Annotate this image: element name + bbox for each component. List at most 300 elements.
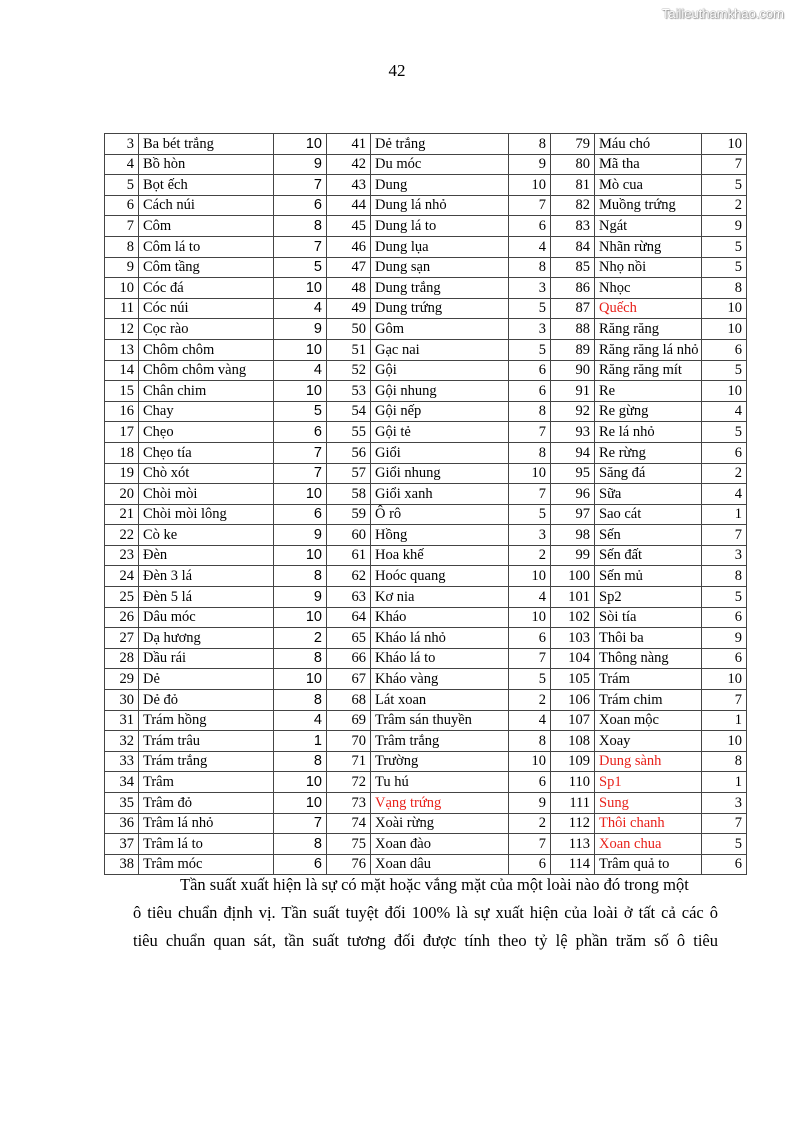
species-name-cell: Trám trắng — [139, 751, 274, 772]
frequency-cell: 9 — [702, 628, 747, 649]
species-name-cell: Sp1 — [595, 772, 702, 793]
species-name-cell: Muồng trứng — [595, 195, 702, 216]
species-name-cell: Dung sành — [595, 751, 702, 772]
row-number-cell: 8 — [105, 236, 139, 257]
frequency-cell: 5 — [702, 587, 747, 608]
row-number-cell: 83 — [551, 216, 595, 237]
species-name-cell: Trâm lá nhỏ — [139, 813, 274, 834]
frequency-cell: 3 — [509, 278, 551, 299]
row-number-cell: 74 — [327, 813, 371, 834]
row-number-cell: 47 — [327, 257, 371, 278]
row-number-cell: 104 — [551, 648, 595, 669]
frequency-cell: 10 — [274, 793, 327, 814]
table-row — [105, 525, 747, 546]
species-name-cell: Cách núi — [139, 195, 274, 216]
species-name-cell: Trường — [371, 751, 509, 772]
row-number-cell: 52 — [327, 360, 371, 381]
species-name-cell: Trám trâu — [139, 731, 274, 752]
row-number-cell: 65 — [327, 628, 371, 649]
frequency-cell: 6 — [702, 648, 747, 669]
species-name-cell: Trám hồng — [139, 710, 274, 731]
frequency-cell: 8 — [274, 751, 327, 772]
species-name-cell: Dâu móc — [139, 607, 274, 628]
row-number-cell: 66 — [327, 648, 371, 669]
frequency-cell: 3 — [509, 319, 551, 340]
row-number-cell: 46 — [327, 236, 371, 257]
species-name-cell: Xoan mộc — [595, 710, 702, 731]
species-name-cell: Trám — [595, 669, 702, 690]
species-name-cell: Xoan đào — [371, 834, 509, 855]
frequency-cell: 8 — [702, 751, 747, 772]
species-name-cell: Re lá nhỏ — [595, 422, 702, 443]
row-number-cell: 10 — [105, 278, 139, 299]
frequency-cell: 8 — [509, 442, 551, 463]
species-name-cell: Chòi mòi lông — [139, 504, 274, 525]
frequency-cell: 4 — [274, 360, 327, 381]
frequency-cell: 7 — [274, 175, 327, 196]
row-number-cell: 73 — [327, 793, 371, 814]
species-name-cell: Giổi xanh — [371, 484, 509, 505]
frequency-cell: 8 — [702, 278, 747, 299]
row-number-cell: 91 — [551, 381, 595, 402]
species-name-cell: Sến mủ — [595, 566, 702, 587]
species-name-cell: Cò ke — [139, 525, 274, 546]
species-name-cell: Dầu rái — [139, 648, 274, 669]
table-row — [105, 339, 747, 360]
paragraph-line: ô tiêu chuẩn định vị. Tần suất tuyệt đối 100% là sự xuất hiện của loài ở tất cả các ô — [133, 903, 718, 922]
species-name-cell: Sung — [595, 793, 702, 814]
table-row — [105, 813, 747, 834]
table-row — [105, 195, 747, 216]
species-name-cell: Du móc — [371, 154, 509, 175]
row-number-cell: 29 — [105, 669, 139, 690]
frequency-cell: 2 — [509, 813, 551, 834]
frequency-cell: 5 — [509, 669, 551, 690]
frequency-cell: 10 — [274, 669, 327, 690]
species-name-cell: Chòi mòi — [139, 484, 274, 505]
frequency-cell: 10 — [702, 381, 747, 402]
frequency-cell: 10 — [274, 278, 327, 299]
row-number-cell: 105 — [551, 669, 595, 690]
row-number-cell: 12 — [105, 319, 139, 340]
row-number-cell: 14 — [105, 360, 139, 381]
frequency-cell: 5 — [702, 422, 747, 443]
table-row — [105, 381, 747, 402]
frequency-cell: 7 — [509, 834, 551, 855]
row-number-cell: 17 — [105, 422, 139, 443]
species-name-cell: Máu chó — [595, 134, 702, 155]
row-number-cell: 81 — [551, 175, 595, 196]
species-name-cell: Trâm sán thuyền — [371, 710, 509, 731]
species-name-cell: Sến đất — [595, 545, 702, 566]
frequency-cell: 7 — [702, 813, 747, 834]
species-name-cell: Chân chim — [139, 381, 274, 402]
species-name-cell: Chẹo tía — [139, 442, 274, 463]
species-name-cell: Sao cát — [595, 504, 702, 525]
row-number-cell: 32 — [105, 731, 139, 752]
species-name-cell: Hoóc quang — [371, 566, 509, 587]
table-row — [105, 566, 747, 587]
species-name-cell: Re rừng — [595, 442, 702, 463]
species-name-cell: Lát xoan — [371, 690, 509, 711]
species-name-cell: Xoài rừng — [371, 813, 509, 834]
species-name-cell: Trâm lá to — [139, 834, 274, 855]
row-number-cell: 82 — [551, 195, 595, 216]
row-number-cell: 109 — [551, 751, 595, 772]
frequency-cell: 5 — [509, 298, 551, 319]
row-number-cell: 88 — [551, 319, 595, 340]
frequency-cell: 6 — [509, 772, 551, 793]
frequency-cell: 10 — [509, 751, 551, 772]
table-row — [105, 175, 747, 196]
table-row — [105, 607, 747, 628]
table-row — [105, 587, 747, 608]
row-number-cell: 85 — [551, 257, 595, 278]
frequency-cell: 5 — [274, 257, 327, 278]
row-number-cell: 57 — [327, 463, 371, 484]
table-row — [105, 401, 747, 422]
row-number-cell: 30 — [105, 690, 139, 711]
species-name-cell: Dẻ — [139, 669, 274, 690]
frequency-cell: 7 — [274, 813, 327, 834]
species-name-cell: Trâm quả to — [595, 854, 702, 875]
frequency-cell: 5 — [702, 175, 747, 196]
species-name-cell: Chay — [139, 401, 274, 422]
species-name-cell: Thôi ba — [595, 628, 702, 649]
frequency-cell: 10 — [274, 484, 327, 505]
row-number-cell: 97 — [551, 504, 595, 525]
row-number-cell: 36 — [105, 813, 139, 834]
table-row — [105, 834, 747, 855]
row-number-cell: 37 — [105, 834, 139, 855]
row-number-cell: 56 — [327, 442, 371, 463]
frequency-cell: 5 — [274, 401, 327, 422]
species-name-cell: Gôm — [371, 319, 509, 340]
species-name-cell: Cóc đá — [139, 278, 274, 299]
site-watermark: Tailieuthamkhao.com — [661, 6, 784, 21]
frequency-cell: 9 — [274, 587, 327, 608]
row-number-cell: 108 — [551, 731, 595, 752]
species-name-cell: Răng răng — [595, 319, 702, 340]
frequency-cell: 5 — [702, 236, 747, 257]
row-number-cell: 62 — [327, 566, 371, 587]
row-number-cell: 50 — [327, 319, 371, 340]
species-name-cell: Trâm đỏ — [139, 793, 274, 814]
frequency-cell: 2 — [509, 690, 551, 711]
frequency-cell: 2 — [702, 195, 747, 216]
row-number-cell: 41 — [327, 134, 371, 155]
frequency-cell: 10 — [702, 731, 747, 752]
species-name-cell: Dung lá nhỏ — [371, 195, 509, 216]
row-number-cell: 95 — [551, 463, 595, 484]
row-number-cell: 21 — [105, 504, 139, 525]
frequency-cell: 10 — [509, 463, 551, 484]
row-number-cell: 61 — [327, 545, 371, 566]
species-name-cell: Kháo vàng — [371, 669, 509, 690]
frequency-cell: 1 — [702, 504, 747, 525]
row-number-cell: 113 — [551, 834, 595, 855]
table-row — [105, 298, 747, 319]
species-name-cell: Trâm — [139, 772, 274, 793]
frequency-cell: 7 — [509, 422, 551, 443]
table-row — [105, 504, 747, 525]
table-row — [105, 690, 747, 711]
row-number-cell: 42 — [327, 154, 371, 175]
species-name-cell: Xoan dâu — [371, 854, 509, 875]
row-number-cell: 4 — [105, 154, 139, 175]
table-row — [105, 154, 747, 175]
table-row — [105, 319, 747, 340]
table-row — [105, 216, 747, 237]
frequency-cell: 10 — [702, 669, 747, 690]
table-row — [105, 772, 747, 793]
species-name-cell: Côm lá to — [139, 236, 274, 257]
frequency-cell: 7 — [702, 525, 747, 546]
frequency-cell: 4 — [702, 401, 747, 422]
table-row — [105, 628, 747, 649]
table-row — [105, 442, 747, 463]
row-number-cell: 63 — [327, 587, 371, 608]
frequency-cell: 6 — [509, 216, 551, 237]
species-name-cell: Xoay — [595, 731, 702, 752]
species-name-cell: Trám chim — [595, 690, 702, 711]
row-number-cell: 22 — [105, 525, 139, 546]
species-name-cell: Chò xót — [139, 463, 274, 484]
table-row — [105, 422, 747, 443]
table-row — [105, 751, 747, 772]
frequency-cell: 6 — [509, 628, 551, 649]
frequency-cell: 8 — [274, 648, 327, 669]
table-row — [105, 710, 747, 731]
table-row — [105, 360, 747, 381]
species-name-cell: Đèn 5 lá — [139, 587, 274, 608]
frequency-cell: 6 — [702, 854, 747, 875]
species-name-cell: Kháo — [371, 607, 509, 628]
frequency-cell: 7 — [509, 195, 551, 216]
table-row — [105, 463, 747, 484]
species-name-cell: Ba bét trắng — [139, 134, 274, 155]
row-number-cell: 70 — [327, 731, 371, 752]
frequency-cell: 5 — [702, 257, 747, 278]
frequency-cell: 6 — [509, 854, 551, 875]
table-row — [105, 484, 747, 505]
row-number-cell: 106 — [551, 690, 595, 711]
row-number-cell: 69 — [327, 710, 371, 731]
row-number-cell: 35 — [105, 793, 139, 814]
frequency-cell: 9 — [274, 319, 327, 340]
frequency-cell: 6 — [702, 442, 747, 463]
species-name-cell: Trâm móc — [139, 854, 274, 875]
frequency-cell: 8 — [274, 216, 327, 237]
frequency-cell: 3 — [702, 545, 747, 566]
row-number-cell: 111 — [551, 793, 595, 814]
frequency-cell: 10 — [509, 566, 551, 587]
row-number-cell: 71 — [327, 751, 371, 772]
row-number-cell: 11 — [105, 298, 139, 319]
row-number-cell: 3 — [105, 134, 139, 155]
species-name-cell: Gội nếp — [371, 401, 509, 422]
row-number-cell: 60 — [327, 525, 371, 546]
frequency-cell: 6 — [509, 381, 551, 402]
frequency-cell: 8 — [509, 731, 551, 752]
row-number-cell: 28 — [105, 648, 139, 669]
species-name-cell: Dung trứng — [371, 298, 509, 319]
species-name-cell: Gội tẻ — [371, 422, 509, 443]
frequency-cell: 7 — [274, 442, 327, 463]
row-number-cell: 55 — [327, 422, 371, 443]
table-row — [105, 793, 747, 814]
frequency-cell: 2 — [702, 463, 747, 484]
row-number-cell: 79 — [551, 134, 595, 155]
species-name-cell: Sòi tía — [595, 607, 702, 628]
species-name-cell: Chôm chôm — [139, 339, 274, 360]
frequency-cell: 6 — [274, 195, 327, 216]
row-number-cell: 94 — [551, 442, 595, 463]
frequency-cell: 10 — [702, 298, 747, 319]
species-name-cell: Gội nhung — [371, 381, 509, 402]
row-number-cell: 102 — [551, 607, 595, 628]
frequency-cell: 4 — [509, 236, 551, 257]
row-number-cell: 110 — [551, 772, 595, 793]
row-number-cell: 25 — [105, 587, 139, 608]
species-name-cell: Gạc nai — [371, 339, 509, 360]
row-number-cell: 44 — [327, 195, 371, 216]
body-paragraph — [133, 871, 718, 955]
species-name-cell: Dẻ đỏ — [139, 690, 274, 711]
species-name-cell: Kơ nia — [371, 587, 509, 608]
row-number-cell: 103 — [551, 628, 595, 649]
row-number-cell: 20 — [105, 484, 139, 505]
row-number-cell: 75 — [327, 834, 371, 855]
row-number-cell: 112 — [551, 813, 595, 834]
species-name-cell: Re — [595, 381, 702, 402]
row-number-cell: 96 — [551, 484, 595, 505]
species-name-cell: Tu hú — [371, 772, 509, 793]
species-name-cell: Côm — [139, 216, 274, 237]
species-name-cell: Re gừng — [595, 401, 702, 422]
species-frequency-table — [104, 133, 747, 875]
row-number-cell: 26 — [105, 607, 139, 628]
frequency-cell: 10 — [702, 134, 747, 155]
species-name-cell: Dẻ trắng — [371, 134, 509, 155]
frequency-cell: 4 — [702, 484, 747, 505]
frequency-cell: 7 — [274, 236, 327, 257]
frequency-cell: 6 — [702, 607, 747, 628]
row-number-cell: 80 — [551, 154, 595, 175]
row-number-cell: 51 — [327, 339, 371, 360]
row-number-cell: 72 — [327, 772, 371, 793]
row-number-cell: 23 — [105, 545, 139, 566]
frequency-cell: 8 — [509, 134, 551, 155]
row-number-cell: 15 — [105, 381, 139, 402]
frequency-cell: 9 — [702, 216, 747, 237]
paragraph-line: tiêu chuẩn quan sát, tần suất tương đối được tính theo tỷ lệ phần trăm số ô tiêu — [133, 931, 718, 950]
frequency-cell: 9 — [509, 793, 551, 814]
species-name-cell: Hồng — [371, 525, 509, 546]
species-name-cell: Dung lá to — [371, 216, 509, 237]
frequency-cell: 10 — [702, 319, 747, 340]
frequency-cell: 6 — [274, 504, 327, 525]
frequency-cell: 8 — [509, 401, 551, 422]
frequency-cell: 10 — [274, 772, 327, 793]
frequency-cell: 7 — [509, 484, 551, 505]
row-number-cell: 43 — [327, 175, 371, 196]
row-number-cell: 33 — [105, 751, 139, 772]
row-number-cell: 48 — [327, 278, 371, 299]
frequency-cell: 9 — [509, 154, 551, 175]
species-name-cell: Cóc núi — [139, 298, 274, 319]
frequency-cell: 4 — [509, 587, 551, 608]
species-name-cell: Cọc rào — [139, 319, 274, 340]
frequency-cell: 8 — [702, 566, 747, 587]
row-number-cell: 90 — [551, 360, 595, 381]
species-name-cell: Vạng trứng — [371, 793, 509, 814]
frequency-cell: 2 — [274, 628, 327, 649]
species-name-cell: Đèn 3 lá — [139, 566, 274, 587]
species-name-cell: Thôi chanh — [595, 813, 702, 834]
frequency-cell: 6 — [702, 339, 747, 360]
species-name-cell: Chôm chôm vàng — [139, 360, 274, 381]
frequency-cell: 1 — [274, 731, 327, 752]
species-name-cell: Sữa — [595, 484, 702, 505]
frequency-cell: 6 — [274, 422, 327, 443]
frequency-cell: 2 — [509, 545, 551, 566]
species-name-cell: Đèn — [139, 545, 274, 566]
frequency-cell: 4 — [509, 710, 551, 731]
species-name-cell: Nhọc — [595, 278, 702, 299]
frequency-cell: 8 — [509, 257, 551, 278]
row-number-cell: 27 — [105, 628, 139, 649]
frequency-cell: 4 — [274, 298, 327, 319]
frequency-cell: 6 — [509, 360, 551, 381]
species-name-cell: Sến — [595, 525, 702, 546]
species-name-cell: Thông nàng — [595, 648, 702, 669]
paragraph-line: Tần suất xuất hiện là sự có mặt hoặc vắng mặt của một loài nào đó trong một — [180, 875, 689, 894]
row-number-cell: 84 — [551, 236, 595, 257]
row-number-cell: 101 — [551, 587, 595, 608]
frequency-cell: 7 — [702, 690, 747, 711]
species-name-cell: Bọt ếch — [139, 175, 274, 196]
species-name-cell: Ô rô — [371, 504, 509, 525]
frequency-cell: 8 — [274, 566, 327, 587]
species-name-cell: Dung sạn — [371, 257, 509, 278]
species-name-cell: Trâm trắng — [371, 731, 509, 752]
table-row — [105, 545, 747, 566]
row-number-cell: 98 — [551, 525, 595, 546]
frequency-cell: 1 — [702, 772, 747, 793]
table-row — [105, 731, 747, 752]
frequency-cell: 5 — [509, 339, 551, 360]
frequency-cell: 7 — [509, 648, 551, 669]
frequency-cell: 3 — [702, 793, 747, 814]
table-row — [105, 648, 747, 669]
frequency-cell: 10 — [509, 607, 551, 628]
species-name-cell: Chẹo — [139, 422, 274, 443]
frequency-cell: 10 — [274, 545, 327, 566]
species-name-cell: Ngát — [595, 216, 702, 237]
frequency-cell: 3 — [509, 525, 551, 546]
row-number-cell: 92 — [551, 401, 595, 422]
row-number-cell: 6 — [105, 195, 139, 216]
species-name-cell: Săng đá — [595, 463, 702, 484]
row-number-cell: 49 — [327, 298, 371, 319]
row-number-cell: 114 — [551, 854, 595, 875]
row-number-cell: 9 — [105, 257, 139, 278]
row-number-cell: 24 — [105, 566, 139, 587]
frequency-cell: 4 — [274, 710, 327, 731]
frequency-cell: 1 — [702, 710, 747, 731]
species-name-cell: Bồ hòn — [139, 154, 274, 175]
